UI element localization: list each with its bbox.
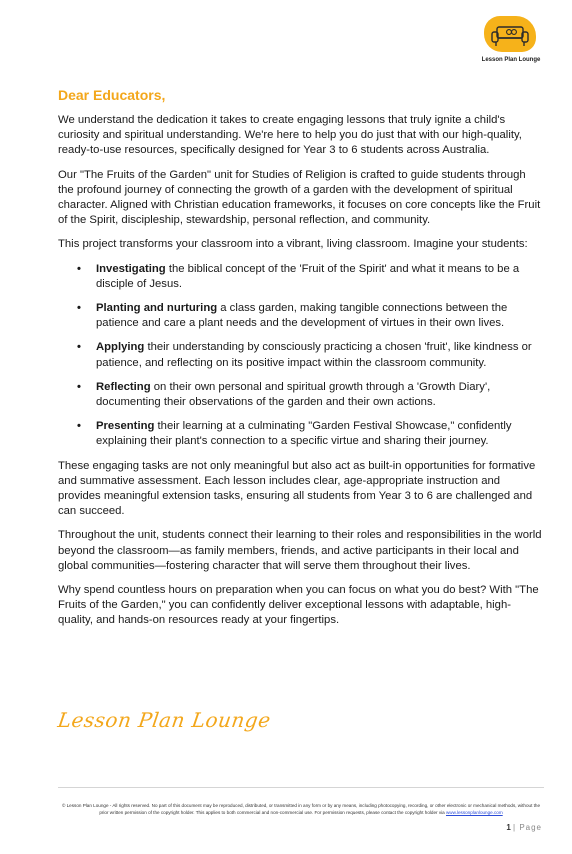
list-item — [58, 340, 544, 370]
page-number — [506, 823, 542, 832]
website-link[interactable]: www.lessonplanlounge.com — [445, 810, 503, 815]
community-paragraph: Throughout the unit, students connect their learning to their roles and responsibilities in the world beyond the classroom—as family members, friends, and active participants in their local and global communities—fostering character that will serve them throughout their lives. — [58, 529, 542, 572]
bullet-icon: • — [77, 302, 81, 315]
list-item-text: the biblical concept of the 'Fruit of the Spirit' and what it means to be a disciple of Jesus. — [96, 262, 520, 290]
list-item-text: their understanding by consciously practicing a chosen 'fruit', like kindness or patience, and reflecting on its positive impact within the classroom community. — [96, 341, 532, 369]
activity-list — [58, 262, 544, 450]
footer-copyright — [58, 802, 544, 816]
list-item-text: on their own personal and spiritual growth through a 'Growth Diary', documenting their observations of the garden and their own actions. — [96, 380, 491, 409]
logo — [478, 14, 542, 66]
logo-text: Lesson Plan Lounge — [481, 57, 541, 63]
list-item — [58, 301, 544, 331]
list-item-lead: Presenting — [96, 420, 155, 433]
closing-paragraph: Why spend countless hours on preparation when you can focus on what you do best? With "The Fruits of the Garden," you can confidently deliver exceptional lessons with adaptable, high-quality, and hands-on resources ready at your fingertips. — [58, 584, 539, 627]
footer-divider — [58, 787, 544, 788]
sofa-icon — [488, 22, 532, 48]
list-item — [58, 262, 544, 292]
bullet-icon: • — [77, 262, 81, 275]
copyright-text: © Lesson Plan Lounge - All rights reserved. No part of this document may be reproduced, distributed, or transmitted in any form or by any means, including photocopying, recording, or other electronic or mechanical methods, without the prior written permission of the copyright holder. This applies to both commercial and non-commercial use. For permission requests, please contact the copyright holder via — [61, 803, 541, 815]
page-number-value: 1 — [506, 823, 511, 832]
list-item-lead: Planting and nurturing — [96, 302, 218, 315]
list-item-lead: Reflecting — [96, 380, 151, 393]
list-item-lead: Investigating — [96, 262, 166, 275]
greeting-heading: Dear Educators, — [58, 87, 166, 103]
unit-paragraph: Our "The Fruits of the Garden" unit for Studies of Religion is crafted to guide students through the profound journey of connecting the growth of a garden with the development of spiritual character. Aligned with Christian education frameworks, it focuses on core concepts like the Fruit of the Spirit, discipleship, stewardship, personal reflection, and community. — [58, 168, 541, 227]
list-item — [58, 419, 544, 449]
intro-paragraph: We understand the dedication it takes to create engaging lessons that truly ignite a child's curiosity and spiritual understanding. We're here to help you do just that with our high-quality, ready-to-use resources, specifically designed for Year 3 to 6 students across Australia. — [58, 114, 522, 157]
list-item-lead: Applying — [96, 341, 145, 354]
list-item — [58, 380, 544, 410]
bullet-icon: • — [77, 380, 81, 393]
imagine-paragraph: This project transforms your classroom into a vibrant, living classroom. Imagine your students: — [58, 238, 528, 251]
bullet-icon: • — [77, 341, 81, 354]
bullet-icon: • — [77, 420, 81, 433]
signature: Lesson Plan Lounge — [56, 708, 273, 732]
list-item-text: their learning at a culminating "Garden Festival Showcase," confidently explaining their plant's connection to a specific virtue and sharing their journey. — [96, 420, 512, 448]
page-label: | Page — [513, 823, 542, 832]
list-item-text: a class garden, making tangible connections between the patience and care a plant needs and the development of virtues in their own lives. — [96, 302, 508, 330]
letter-body — [58, 113, 544, 638]
assessment-paragraph: These engaging tasks are not only meaningful but also act as built-in opportunities for formative and summative assessment. Each lesson includes clear, age-appropriate instruction and provides meaningful extension tasks, ensuring all students from Year 3 to 6 are challenged and can succeed. — [58, 459, 536, 518]
